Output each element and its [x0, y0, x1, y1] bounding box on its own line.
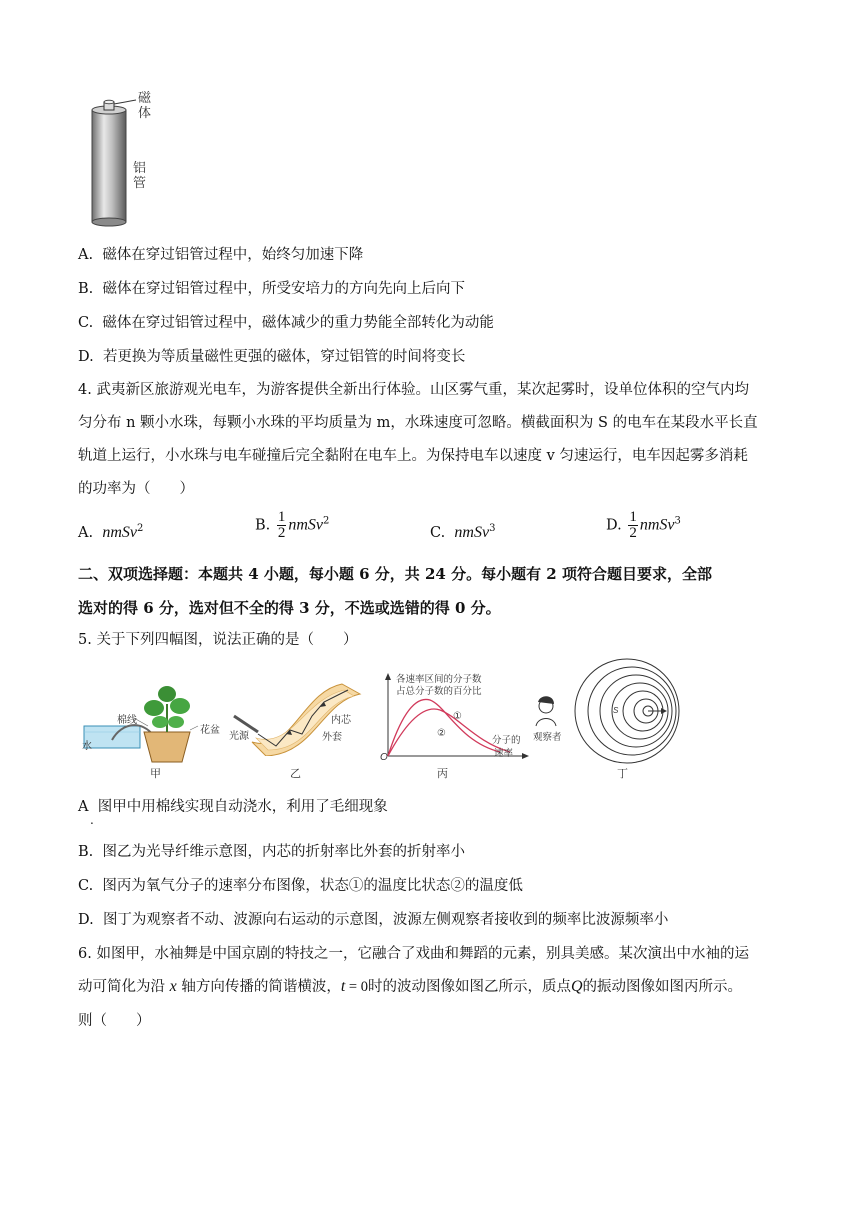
q4-stem-line-4: 的功率为（ ） — [78, 481, 194, 497]
q3-option-b[interactable]: B. 磁体在穿过铝管过程中，所受安培力的方向先向上后向下 — [78, 281, 465, 297]
fraction: $\frac{1}{2}$ — [629, 509, 637, 541]
label-cladding: 外套 — [322, 732, 342, 743]
q5-option-c[interactable]: C. 图丙为氧气分子的速率分布图像，状态①的温度比状态②的温度低 — [78, 878, 523, 894]
q6-stem-line-1: 6. 如图甲，水袖舞是中国京剧的特技之一，它融合了戏曲和舞蹈的元素，别具美感。某次演出中水袖的运 — [78, 946, 749, 962]
caption-jia: 甲 — [150, 768, 161, 780]
label-pot: 花盆 — [200, 725, 220, 736]
bing-ylabel-2: 占总分子数的百分比 — [396, 686, 482, 697]
label-light-source: 光源 — [229, 731, 249, 742]
bing-ylabel-1: 各速率区间的分子数 — [396, 674, 482, 685]
label-core: 内芯 — [331, 715, 351, 726]
flower-pot — [144, 732, 190, 762]
caption-bing: 丙 — [437, 768, 448, 780]
bing-curve-1-label: ① — [453, 711, 462, 722]
q6-stem-line-2: 动可简化为沿 x 轴方向传播的简谐横波，t = 0时的波动图像如图乙所示，质点Q的振动图像如图丙所示。 — [78, 978, 743, 995]
q4-stem-line-1: 4. 武夷新区旅游观光电车，为游客提供全新出行体验。山区雾气重，某次起雾时，设单位体积的空气内均 — [78, 382, 749, 398]
source-label: S — [613, 706, 619, 715]
q5-stem: 5. 关于下列四幅图，说法正确的是（ ） — [78, 632, 358, 648]
q5-option-a[interactable]: A 图甲中用棉线实现自动浇水，利用了毛细现象 — [78, 799, 388, 815]
figure-ding — [530, 658, 710, 764]
q5-option-b[interactable]: B. 图乙为光导纤维示意图，内芯的折射率比外套的折射率小 — [78, 844, 465, 860]
q4-stem-line-2: 匀分布 n 颗小水珠，每颗小水珠的平均质量为 m，水珠速度可忽略。横截面积为 S 的电车在某段水平长直 — [78, 415, 758, 431]
caption-yi: 乙 — [290, 768, 301, 780]
tube-label: 铝管 — [133, 160, 147, 190]
q4-option-a[interactable]: A. nmSv$^2$ — [78, 523, 144, 541]
magnet-label: 磁体 — [138, 90, 152, 120]
q4-stem-line-3: 轨道上运行，小水珠与电车碰撞后完全黏附在电车上。为保持电车以速度 v 匀速运行，电车因起雾多消耗 — [78, 448, 748, 464]
q3-option-c[interactable]: C. 磁体在穿过铝管过程中，磁体减少的重力势能全部转化为动能 — [78, 315, 494, 331]
marker-dot: . — [90, 813, 94, 827]
label-water: 水 — [82, 741, 92, 752]
bing-xlabel-2: 速率 — [494, 748, 514, 759]
q3-option-d[interactable]: D. 若更换为等质量磁性更强的磁体，穿过铝管的时间将变长 — [78, 349, 466, 365]
section2-heading-line-2: 选对的得 6 分，选对但不全的得 3 分，不选或选错的得 0 分。 — [78, 599, 501, 617]
q6-stem-line-3: 则（ ） — [78, 1013, 151, 1029]
fraction: $\frac{1}{2}$ — [277, 509, 286, 541]
q4-option-d[interactable]: D. $\frac{1}{2}$ nmSv$^3$ — [606, 509, 681, 541]
q4-option-b[interactable]: B. $\frac{1}{2}$ nmSv$^2$ — [255, 509, 330, 541]
q4-option-c[interactable]: C. nmSv$^3$ — [430, 523, 496, 541]
bing-curve-2-label: ② — [437, 728, 446, 739]
label-cotton: 棉线 — [117, 715, 137, 726]
section2-heading-line-1: 二、双项选择题：本题共 4 小题，每小题 6 分，共 24 分。每小题有 2 项符合题目要求，全部 — [78, 565, 712, 583]
caption-ding: 丁 — [617, 768, 628, 780]
q3-option-a[interactable]: A. 磁体在穿过铝管过程中，始终匀加速下降 — [78, 247, 364, 263]
bing-xlabel-1: 分子的 — [492, 735, 521, 746]
magnet-tube-figure — [80, 88, 170, 228]
observer-label: 观察者 — [533, 732, 562, 743]
q5-option-d[interactable]: D. 图丁为观察者不动、波源向右运动的示意图，波源左侧观察者接收到的频率比波源频率小 — [78, 912, 669, 928]
bing-origin: O — [380, 752, 388, 763]
aluminum-tube — [92, 110, 126, 222]
